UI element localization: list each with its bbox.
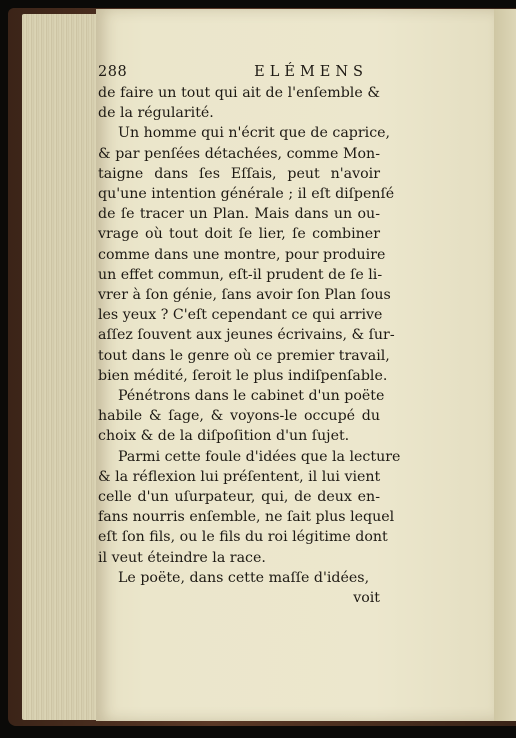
text-line: qu'une intention générale ; il eſt diſpenſé [98, 186, 395, 203]
text-line: de faire un tout qui ait de l'enſemble & [98, 85, 380, 101]
paragraph [98, 447, 401, 568]
text-line: vrage où tout doit ſe lier, ſe combiner [98, 226, 380, 243]
text-line: bien médité, ſeroit le plus indiſpenſable. [98, 367, 388, 384]
paragraph [98, 568, 380, 588]
text-line: taigne dans ſes Eſſais, peut n'avoir [98, 165, 380, 182]
page-number: 288 [98, 64, 128, 80]
text-line: il veut éteindre la race. [98, 549, 266, 566]
text-line: & la réflexion lui préſentent, il lui vient [98, 468, 381, 485]
text-line: & par penſées détachées, comme Mon- [98, 145, 380, 162]
text-line: tout dans le genre où ce premier travail, [98, 347, 390, 364]
text-line: choix & de la diſpoſition d'un ſujet. [98, 428, 350, 445]
text-line: vrer à ſon génie, ſans avoir ſon Plan ſous [98, 287, 391, 304]
catchword: voit [353, 590, 380, 607]
paragraph [98, 386, 385, 447]
text-line: fans nourris enſemble, ne ſait plus lequel [98, 509, 395, 526]
text-line: Un homme qui n'écrit que de caprice, [118, 125, 391, 142]
text-line: un effet commun, eſt-il prudent de ſe li- [98, 266, 383, 283]
facing-page-edge [494, 9, 516, 721]
text-line: Pénétrons dans le cabinet d'un poëte [118, 388, 385, 405]
running-header [98, 62, 380, 83]
text-line: de ſe tracer un Plan. Mais dans un ou- [98, 206, 380, 223]
page-edges [22, 14, 100, 720]
running-title: ELÉMENS [254, 64, 368, 80]
paragraph [98, 123, 395, 386]
body-text [98, 83, 401, 588]
paragraph [98, 83, 380, 123]
text-line: de la régularité. [98, 105, 214, 122]
text-line: celle d'un uſurpateur, qui, de deux en- [98, 489, 380, 506]
text-line: Parmi cette foule d'idées que la lecture [118, 448, 401, 465]
text-line: habile & ſage, & voyons-le occupé du [98, 408, 380, 425]
text-line: Le poëte, dans cette maſſe d'idées, [118, 569, 370, 586]
text-line: comme dans une montre, pour produire [98, 246, 386, 263]
page-text [98, 62, 401, 608]
text-line: les yeux ? C'eſt cependant ce qui arrive [98, 307, 383, 324]
text-line: eſt ſon fils, ou le fils du roi légitime dont [98, 529, 388, 546]
text-line: aſſez ſouvent aux jeunes écrivains, & ſur- [98, 327, 395, 344]
